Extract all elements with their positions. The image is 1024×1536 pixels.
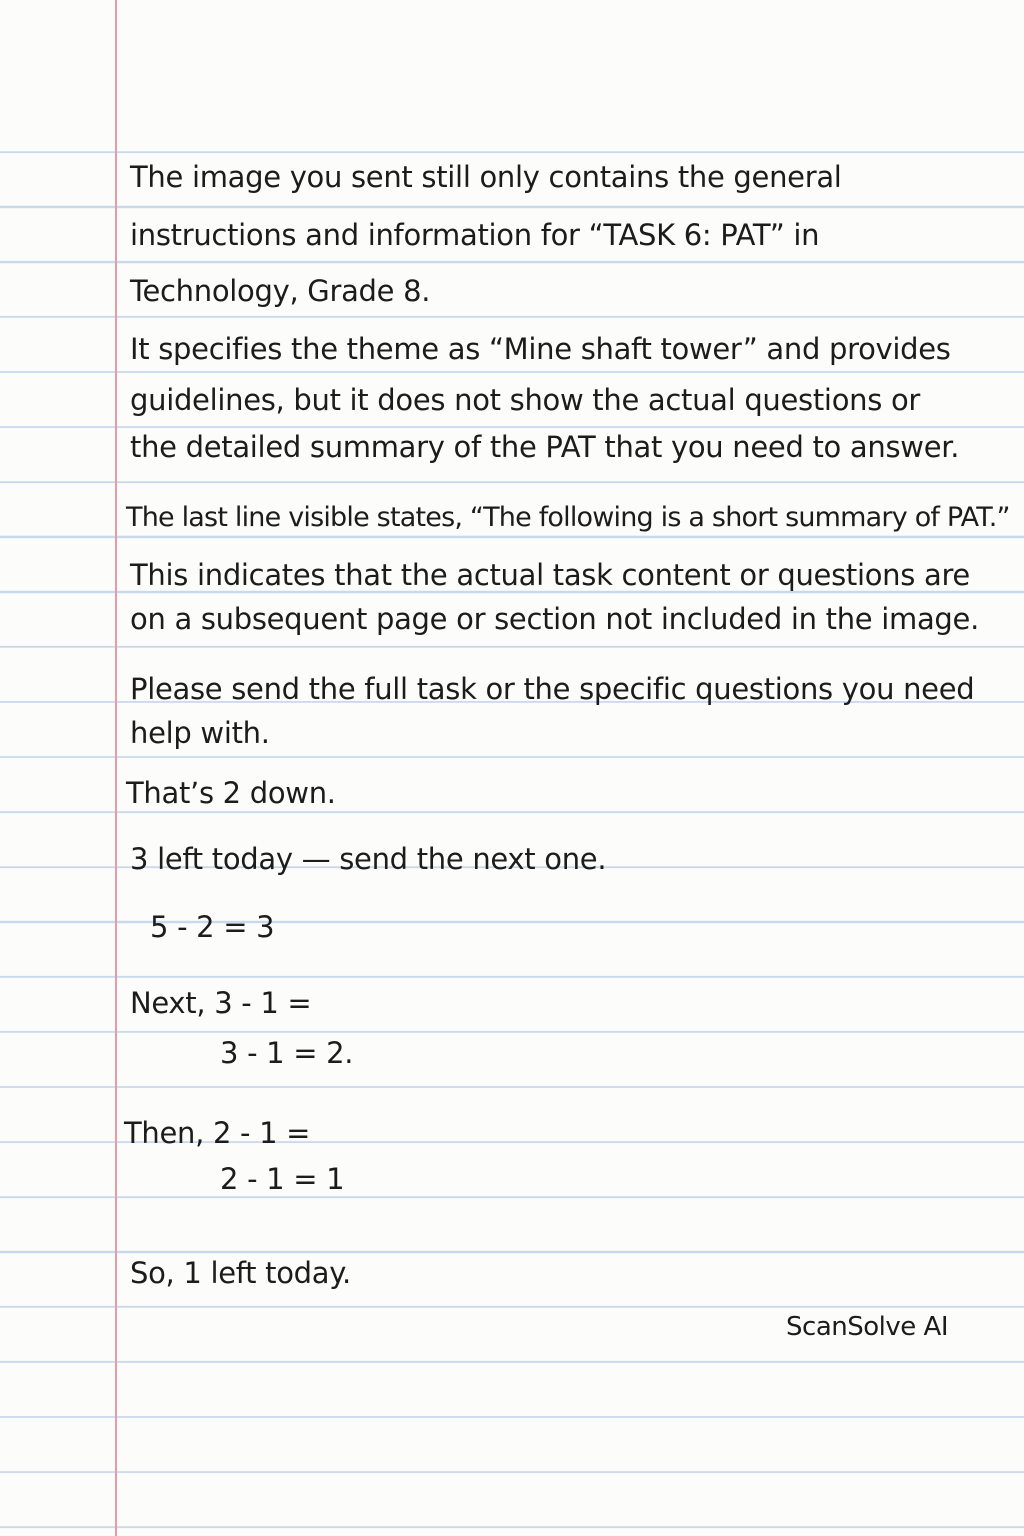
note-line-8: This indicates that the actual task content or questions are [130, 558, 970, 592]
note-line-12: That’s 2 down. [126, 776, 336, 810]
note-line-9: on a subsequent page or section not included in the image. [130, 602, 979, 636]
note-line-5: guidelines, but it does not show the actual questions or [130, 383, 921, 417]
note-line-10: Please send the full task or the specific questions you need [130, 672, 975, 706]
note-line-6: the detailed summary of the PAT that you need to answer. [130, 430, 960, 464]
note-line-7: The last line visible states, “The following is a short summary of PAT.” [126, 502, 1010, 533]
note-line-4: It specifies the theme as “Mine shaft tower” and provides [130, 332, 951, 366]
note-line-1: The image you sent still only contains the general [130, 160, 842, 194]
signature: ScanSolve AI [786, 1312, 948, 1342]
red-margin-line [115, 0, 117, 1536]
math-line-5: 2 - 1 = 1 [220, 1162, 345, 1196]
note-line-13: 3 left today — send the next one. [130, 842, 607, 876]
note-line-2: instructions and information for “TASK 6: PAT” in [130, 218, 820, 252]
conclusion-line: So, 1 left today. [130, 1256, 351, 1290]
math-line-1: 5 - 2 = 3 [150, 910, 275, 944]
note-line-11: help with. [130, 716, 270, 750]
math-line-3: 3 - 1 = 2. [220, 1036, 354, 1070]
math-line-2: Next, 3 - 1 = [130, 986, 312, 1020]
paper-top-margin [0, 0, 1024, 150]
note-line-3: Technology, Grade 8. [130, 274, 431, 308]
math-line-4: Then, 2 - 1 = [124, 1116, 311, 1150]
